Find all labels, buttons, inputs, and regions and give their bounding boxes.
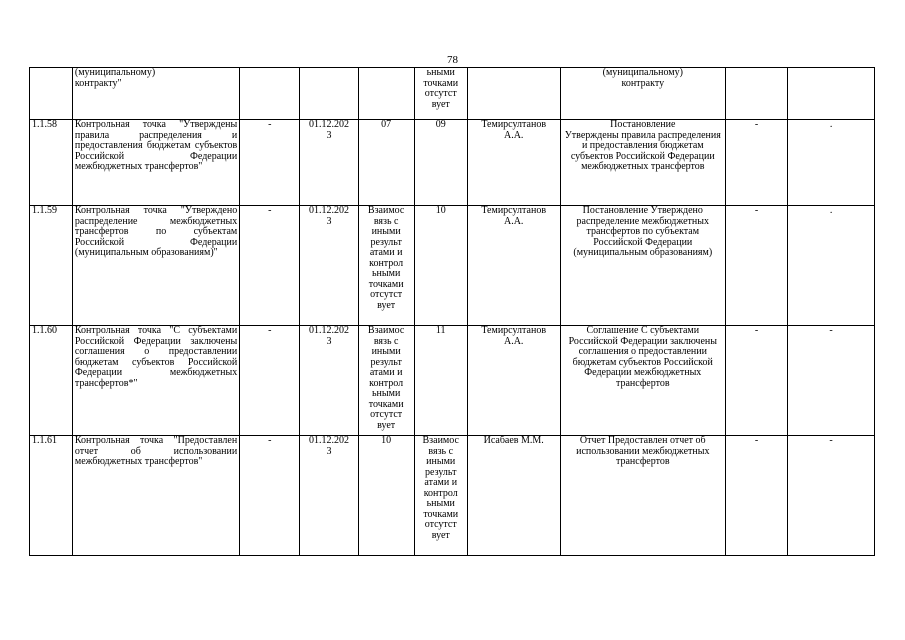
column-5-cell	[358, 436, 414, 556]
column-5-cell-text: Взаимос вязь с иными результ атами и контрол ьными точками отсутст вует	[367, 325, 405, 431]
control-point-name-cell	[72, 436, 239, 556]
column-5-cell	[358, 326, 414, 436]
document-type-cell	[560, 326, 725, 436]
control-points-table	[29, 67, 875, 556]
row-number-cell	[30, 68, 73, 120]
column-9-cell	[725, 326, 787, 436]
column-9-cell-text: -	[754, 435, 759, 446]
table-row	[30, 68, 875, 120]
column-6-cell-text: 10	[435, 205, 446, 216]
column-5-cell-text: 07	[381, 119, 392, 130]
column-6-cell-text: 11	[435, 325, 446, 336]
column-5-cell-text: Взаимос вязь с иными результ атами и контрол ьными точками отсутст вует	[367, 205, 405, 311]
date-cell-text: 01.12.202 3	[309, 205, 349, 227]
column-10-cell-text: -	[829, 325, 833, 336]
responsible-person-cell-text: Темирсултанов А.А.	[481, 119, 547, 141]
column-3-cell	[240, 326, 300, 436]
column-3-cell-text: -	[268, 325, 272, 336]
column-9-cell-text: -	[754, 325, 759, 336]
responsible-person-cell	[467, 68, 560, 120]
date-cell	[300, 68, 358, 120]
column-10-cell-text: -	[829, 435, 833, 446]
row-number-cell-text: 1.1.60	[32, 325, 57, 336]
document-type-cell	[560, 68, 725, 120]
column-9-cell-text: -	[754, 119, 759, 130]
row-number-cell-text: 1.1.61	[32, 435, 57, 446]
column-6-cell	[414, 120, 467, 206]
document-type-cell	[560, 436, 725, 556]
table-row	[30, 120, 875, 206]
column-9-cell	[725, 436, 787, 556]
document-type-cell-text: Соглашение С субъектами Российской Федерации заключены соглашения о предоставлении бюджетам субъектов Российской Федерации межбюджетных трансфертов	[568, 325, 717, 389]
responsible-person-cell	[467, 206, 560, 326]
column-10-cell	[788, 120, 875, 206]
column-9-cell	[725, 206, 787, 326]
date-cell	[300, 120, 358, 206]
document-type-cell-text: Постановление Утверждены правила распределения и предоставления бюджетам субъектов Российской Федерации межбюджетных трансфертов	[564, 119, 721, 172]
control-point-name-cell-text: Контрольная точка "Предоставлен отчет об использовании межбюджетных трансфертов"	[74, 435, 238, 467]
responsible-person-cell	[467, 326, 560, 436]
column-10-cell-text: .	[829, 119, 833, 130]
column-6-cell-text: 09	[435, 119, 446, 130]
responsible-person-cell	[467, 436, 560, 556]
table-row	[30, 206, 875, 326]
column-9-cell	[725, 68, 787, 120]
column-6-cell	[414, 206, 467, 326]
row-number-cell	[30, 206, 73, 326]
date-cell-text: 01.12.202 3	[309, 119, 349, 141]
row-number-cell	[30, 436, 73, 556]
row-number-cell	[30, 326, 73, 436]
page-number: 78	[447, 54, 458, 66]
row-number-cell-text: 1.1.58	[32, 119, 57, 130]
document-type-cell-text: (муниципальному) контракту	[602, 67, 683, 89]
control-point-name-cell-text: Контрольная точка "С субъектами Российской Федерации заключены соглашения о предоставлении бюджетам субъектов Российской Федерации межбюджетных трансфертов*"	[74, 325, 238, 389]
column-10-cell	[788, 436, 875, 556]
date-cell-text: 01.12.202 3	[309, 325, 349, 347]
document-type-cell	[560, 206, 725, 326]
column-6-cell-text: Взаимос вязь с иными результ атами и контрол ьными точками отсутст вует	[422, 435, 459, 541]
responsible-person-cell	[467, 120, 560, 206]
responsible-person-cell-text: Темирсултанов А.А.	[481, 325, 547, 347]
column-3-cell	[240, 120, 300, 206]
control-point-name-cell-text: Контрольная точка "Утверждены правила распределения и предоставления бюджетам субъектов Российской Федерации межбюджетных трансфертов"	[74, 119, 238, 172]
column-9-cell	[725, 120, 787, 206]
document-type-cell-text: Постановление Утверждено распределение межбюджетных трансфертов по субъектам Российской Федерации (муниципальным образованиям)	[573, 205, 713, 258]
control-point-name-cell	[72, 206, 239, 326]
column-5-cell-text: 10	[381, 435, 392, 446]
column-10-cell	[788, 68, 875, 120]
document-type-cell-text: Отчет Предоставлен отчет об использовании межбюджетных трансфертов	[576, 435, 710, 467]
column-5-cell	[358, 120, 414, 206]
column-3-cell	[240, 436, 300, 556]
column-6-cell-text: ьными точками отсутст вует	[423, 67, 459, 110]
responsible-person-cell-text: Исабаев М.М.	[483, 435, 544, 446]
column-6-cell	[414, 68, 467, 120]
column-3-cell-text: -	[268, 435, 272, 446]
control-point-name-cell	[72, 68, 239, 120]
document-type-cell	[560, 120, 725, 206]
column-9-cell-text: -	[754, 205, 759, 216]
column-3-cell-text: -	[268, 119, 272, 130]
column-3-cell	[240, 206, 300, 326]
table-row	[30, 326, 875, 436]
row-number-cell-text: 1.1.59	[32, 205, 57, 216]
column-3-cell	[240, 68, 300, 120]
date-cell	[300, 206, 358, 326]
column-10-cell	[788, 326, 875, 436]
column-10-cell	[788, 206, 875, 326]
date-cell	[300, 326, 358, 436]
column-5-cell	[358, 68, 414, 120]
column-10-cell-text: .	[829, 205, 833, 216]
column-6-cell	[414, 326, 467, 436]
control-point-name-cell	[72, 120, 239, 206]
row-number-cell	[30, 120, 73, 206]
date-cell-text: 01.12.202 3	[309, 435, 349, 457]
control-point-name-cell-text: (муниципальному) контракту"	[74, 67, 156, 89]
column-6-cell	[414, 436, 467, 556]
control-point-name-cell-text: Контрольная точка "Утверждено распределение межбюджетных трансфертов по субъектам Российской Федерации (муниципальным образованиям)"	[74, 205, 238, 258]
column-5-cell	[358, 206, 414, 326]
control-point-name-cell	[72, 326, 239, 436]
table-row	[30, 436, 875, 556]
date-cell	[300, 436, 358, 556]
column-3-cell-text: -	[268, 205, 272, 216]
responsible-person-cell-text: Темирсултанов А.А.	[481, 205, 547, 227]
